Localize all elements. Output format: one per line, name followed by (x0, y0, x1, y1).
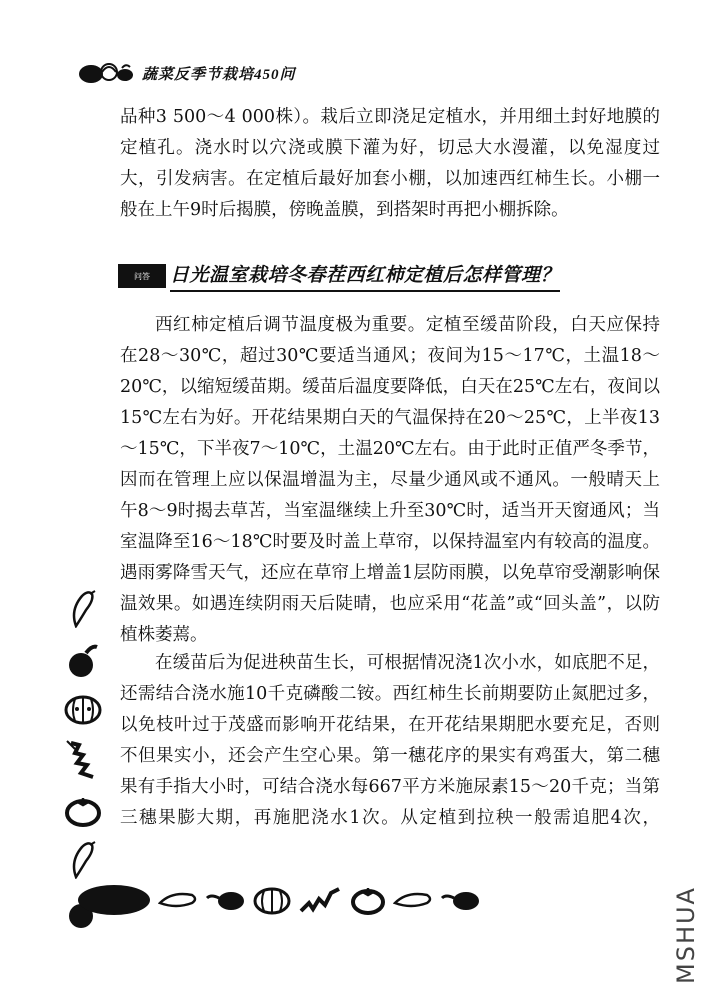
question-badge: 问答 (118, 264, 166, 288)
ink-oval (78, 885, 150, 915)
answer-paragraph-2 (120, 648, 660, 834)
cucumber-icon (393, 889, 433, 911)
pumpkin-icon (63, 692, 103, 726)
question-title: 日光温室栽培冬春茬西红柿定植后怎样管理？ (170, 260, 560, 292)
book-title: 蔬菜反季节栽培450问 (142, 66, 296, 83)
bottom-decoration (78, 880, 678, 920)
tomato-icon (64, 794, 102, 828)
tomato-icon (350, 885, 386, 915)
pepper-icon (65, 739, 101, 781)
paragraph-text: 在缓苗后为促进秧苗生长，可根据情况浇1次小水，如底肥不足，还需结合浇水施10千克磷酸二铵。西红柿生长前期要防止氮肥过多，以免枝叶过于茂盛而影响开花结果，在开花结果期肥水要充足，否则不但果实小，还会产生空心果。第一穗花序的果实有鸡蛋大，第二穗果有手指大小时，可结合浇水每667平方米施尿素15～20千克；当第三穗果膨大期，再施肥浇水1次。从定植到拉秧一般需追肥4次， (120, 653, 660, 828)
paragraph-text: 西红柿定植后调节温度极为重要。定植至缓苗阶段，白天应保持在28～30℃，超过30℃要适当通风；夜间为15～17℃，土温18～20℃，以缩短缓苗期。缓苗后温度要降低，白天在25℃左右，夜间以15℃左右为好。开花结果期白天的气温保持在20～25℃，上半夜13～15℃，下半夜7～10℃，土温20℃左右。由于此时正值严冬季节，因而在管理上应以保温增温为主，尽量少通风或不通风。一般晴天上午8～9时揭去草苫，当室温继续上升至30℃时，适当开天窗通风；当室温降至16～18℃时要及时盖上草帘，以保持温室内有较高的温度。遇雨雾降雪天气，还应在草帘上增盖1层防雨膜，以免草帘受潮影响保温效果。如遇连续阴雨天后陡晴，也应采用“花盖”或“回头盖”，以防植株萎蔫。 (120, 315, 660, 645)
paragraph-text: 品种3 500～4 000株）。栽后立即浇足定植水，并用细土封好地膜的定植孔。浇水时以穴浇或膜下灌为好，切忌大水漫灌，以免湿度过大，引发病害。在定植后最好加套小棚，以加速西红柿生长。小棚一般在上午9时后揭膜，傍晚盖膜，到搭架时再把小棚拆除。 (120, 107, 660, 220)
answer-paragraph-1 (120, 310, 660, 651)
eggplant-icon (66, 641, 100, 679)
paragraph-continuation (120, 102, 660, 226)
page-header (78, 58, 296, 88)
cucumber-icon (158, 889, 198, 911)
cucumber-icon (68, 590, 98, 628)
vegetable-logo-icon (78, 60, 134, 86)
eggplant-icon (440, 888, 480, 912)
cucumber-icon (68, 841, 98, 879)
pumpkin-icon (252, 885, 292, 915)
eggplant-icon (205, 888, 245, 912)
pepper-icon (299, 885, 343, 915)
question-heading (118, 260, 560, 292)
watermark: MSHUA (672, 886, 700, 984)
